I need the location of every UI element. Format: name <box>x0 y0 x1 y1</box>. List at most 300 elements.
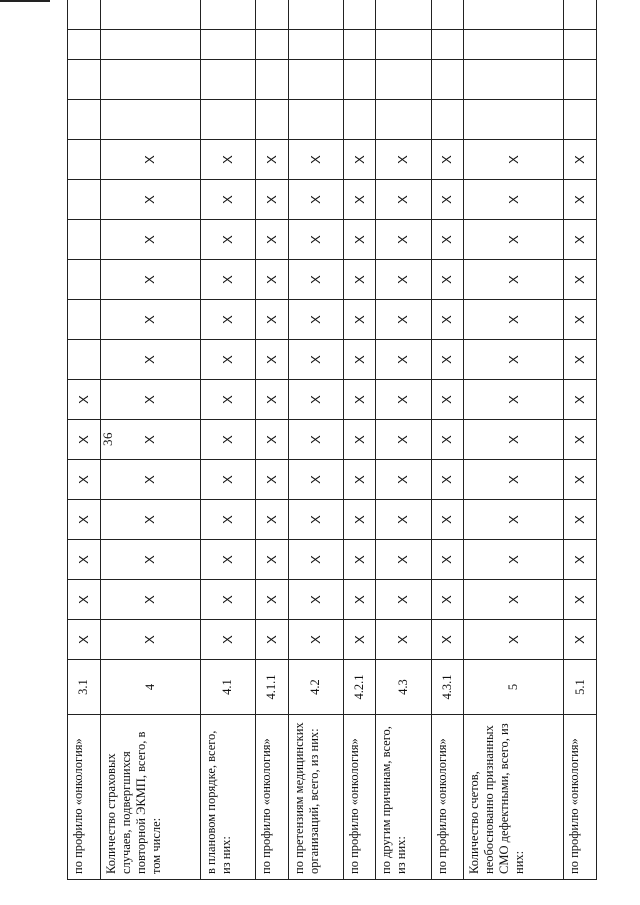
table-cell <box>464 260 564 300</box>
cell-value: X <box>263 595 279 604</box>
table-cell <box>100 500 200 540</box>
cell-value: X <box>505 315 521 324</box>
table-row <box>100 0 200 880</box>
table-cell <box>376 340 431 380</box>
cell-value: X <box>395 515 411 524</box>
row-label: по другим причинам, всего, из них: <box>376 715 431 880</box>
table-cell <box>376 300 431 340</box>
row-label: по профилю «онкология» <box>343 715 376 880</box>
table-cell <box>431 220 464 260</box>
cell-value: X <box>263 435 279 444</box>
table-cell <box>464 220 564 260</box>
table-cell <box>288 60 343 100</box>
cell-value: X <box>219 235 235 244</box>
cell-value: X <box>351 315 367 324</box>
row-code: 4.1 <box>200 660 255 715</box>
cell-value: X <box>142 355 158 364</box>
table-cell <box>564 300 597 340</box>
cell-value: X <box>307 595 323 604</box>
cell-value: X <box>572 315 588 324</box>
table-cell <box>100 220 200 260</box>
table-cell <box>200 180 255 220</box>
row-label: Количество страховых случаев, подвергшихся повторной ЭКМП, всего, в том числе: <box>100 715 200 880</box>
table-cell <box>288 580 343 620</box>
cell-value: X <box>75 395 91 404</box>
table-cell <box>100 30 200 60</box>
cell-value: X <box>439 195 455 204</box>
cell-value: X <box>263 555 279 564</box>
row-label: по профилю «онкология» <box>68 715 101 880</box>
cell-value: X <box>263 355 279 364</box>
table-cell <box>564 540 597 580</box>
cell-value: X <box>439 395 455 404</box>
table-row <box>564 0 597 880</box>
table-cell <box>564 420 597 460</box>
table-cell <box>376 180 431 220</box>
cell-value: X <box>307 395 323 404</box>
cell-value: X <box>572 555 588 564</box>
table-cell <box>255 30 288 60</box>
table-cell <box>200 100 255 140</box>
table-cell <box>376 30 431 60</box>
cell-value: X <box>219 595 235 604</box>
table-cell <box>200 30 255 60</box>
cell-value: X <box>572 435 588 444</box>
row-code: 4.2 <box>288 660 343 715</box>
cell-value: X <box>572 275 588 284</box>
cell-value: X <box>307 635 323 644</box>
row-label: по профилю «онкология» <box>255 715 288 880</box>
table-cell <box>68 60 101 100</box>
cell-value: X <box>263 395 279 404</box>
cell-value: X <box>439 275 455 284</box>
top-rule <box>0 0 50 2</box>
table-cell <box>255 580 288 620</box>
row-label: в плановом порядке, всего, из них: <box>200 715 255 880</box>
cell-value: X <box>505 635 521 644</box>
table-cell <box>68 340 101 380</box>
table-cell <box>431 0 464 30</box>
cell-value: X <box>307 315 323 324</box>
table-cell <box>200 0 255 30</box>
table-cell <box>255 340 288 380</box>
cell-value: X <box>505 195 521 204</box>
table-cell <box>564 620 597 660</box>
table-cell <box>68 380 101 420</box>
table-cell <box>343 540 376 580</box>
table-cell <box>431 340 464 380</box>
table-cell <box>431 100 464 140</box>
table-cell <box>431 260 464 300</box>
cell-value: X <box>395 435 411 444</box>
table-cell <box>200 300 255 340</box>
table-cell <box>288 30 343 60</box>
cell-value: X <box>75 635 91 644</box>
table-cell <box>288 180 343 220</box>
table-cell <box>200 380 255 420</box>
table-cell <box>464 420 564 460</box>
table-row <box>343 0 376 880</box>
table-cell <box>431 620 464 660</box>
cell-value: X <box>75 515 91 524</box>
cell-value: X <box>219 155 235 164</box>
cell-value: X <box>219 315 235 324</box>
cell-value: X <box>142 635 158 644</box>
table-cell <box>464 140 564 180</box>
table-cell <box>100 180 200 220</box>
cell-value: X <box>395 555 411 564</box>
table-cell <box>343 220 376 260</box>
table-cell <box>376 500 431 540</box>
table-cell <box>343 380 376 420</box>
table-cell <box>376 420 431 460</box>
table-cell <box>68 540 101 580</box>
table-cell <box>100 260 200 300</box>
table-cell <box>464 620 564 660</box>
cell-value: X <box>439 235 455 244</box>
cell-value: X <box>75 555 91 564</box>
cell-value: X <box>439 595 455 604</box>
table-cell <box>68 180 101 220</box>
cell-value: X <box>142 595 158 604</box>
table-cell <box>431 140 464 180</box>
cell-value: X <box>263 315 279 324</box>
table-row <box>288 0 343 880</box>
table-cell <box>343 500 376 540</box>
cell-value: X <box>307 435 323 444</box>
cell-value: X <box>307 475 323 484</box>
table-cell <box>100 540 200 580</box>
cell-value: X <box>307 155 323 164</box>
table-cell <box>564 580 597 620</box>
table-cell <box>68 30 101 60</box>
table-cell <box>68 220 101 260</box>
table-cell <box>376 380 431 420</box>
table-cell <box>255 380 288 420</box>
cell-value: X <box>351 235 367 244</box>
table-cell <box>464 380 564 420</box>
row-label: по претензиям медицинских организаций, всего, из них: <box>288 715 343 880</box>
cell-value: X <box>395 235 411 244</box>
row-label: Количество счетов, необоснованно признанных СМО дефектными, всего, из них: <box>464 715 564 880</box>
table-cell <box>255 140 288 180</box>
table-cell <box>376 540 431 580</box>
table-cell <box>255 300 288 340</box>
table-cell <box>68 140 101 180</box>
table-cell <box>431 30 464 60</box>
table-cell <box>288 300 343 340</box>
table-cell <box>255 180 288 220</box>
table-cell <box>564 0 597 30</box>
cell-value: X <box>572 515 588 524</box>
table-cell <box>343 620 376 660</box>
cell-value: X <box>395 275 411 284</box>
cell-value: X <box>75 475 91 484</box>
table-cell <box>100 580 200 620</box>
cell-value: X <box>307 555 323 564</box>
table-cell <box>376 60 431 100</box>
table-cell <box>464 500 564 540</box>
table-cell <box>100 60 200 100</box>
table-cell <box>200 220 255 260</box>
table-cell <box>255 0 288 30</box>
cell-value: X <box>439 515 455 524</box>
cell-value: X <box>142 395 158 404</box>
table-cell <box>200 460 255 500</box>
table-cell <box>100 340 200 380</box>
table-cell <box>200 540 255 580</box>
table-cell <box>68 500 101 540</box>
table-cell <box>255 100 288 140</box>
table-cell <box>376 100 431 140</box>
table-cell <box>288 620 343 660</box>
cell-value: X <box>439 475 455 484</box>
table-cell <box>100 100 200 140</box>
table-cell <box>255 60 288 100</box>
cell-value: X <box>395 155 411 164</box>
table-cell <box>255 260 288 300</box>
table-row <box>255 0 288 880</box>
table-cell <box>255 220 288 260</box>
cell-value: X <box>351 355 367 364</box>
cell-value: X <box>142 235 158 244</box>
cell-value: X <box>307 235 323 244</box>
page-number: 36 <box>100 432 115 446</box>
table-cell <box>564 100 597 140</box>
table-cell <box>464 340 564 380</box>
cell-value: X <box>219 355 235 364</box>
table-row <box>431 0 464 880</box>
table-cell <box>255 460 288 500</box>
table-cell <box>464 180 564 220</box>
table-cell <box>376 260 431 300</box>
table-cell <box>343 420 376 460</box>
cell-value: X <box>219 515 235 524</box>
cell-value: X <box>307 275 323 284</box>
table-cell <box>68 460 101 500</box>
table-cell <box>431 180 464 220</box>
cell-value: X <box>75 435 91 444</box>
table-cell <box>100 140 200 180</box>
cell-value: X <box>572 595 588 604</box>
table-cell <box>288 220 343 260</box>
row-code: 4 <box>100 660 200 715</box>
cell-value: X <box>263 195 279 204</box>
cell-value: X <box>572 395 588 404</box>
table-cell <box>100 0 200 30</box>
table-cell <box>200 580 255 620</box>
table-cell <box>343 340 376 380</box>
table-cell <box>431 380 464 420</box>
table-cell <box>464 460 564 500</box>
table-cell <box>564 30 597 60</box>
cell-value: X <box>572 235 588 244</box>
cell-value: X <box>351 275 367 284</box>
table-cell <box>343 260 376 300</box>
table-cell <box>564 340 597 380</box>
table-cell <box>343 100 376 140</box>
table-cell <box>431 500 464 540</box>
table-cell <box>464 60 564 100</box>
table-cell <box>200 60 255 100</box>
cell-value: X <box>263 275 279 284</box>
table-cell <box>431 300 464 340</box>
table-cell <box>343 140 376 180</box>
table-cell <box>564 500 597 540</box>
table-cell <box>68 300 101 340</box>
table-cell <box>288 460 343 500</box>
cell-value: X <box>219 555 235 564</box>
table-cell <box>464 300 564 340</box>
cell-value: X <box>395 395 411 404</box>
cell-value: X <box>505 595 521 604</box>
cell-value: X <box>505 395 521 404</box>
cell-value: X <box>439 435 455 444</box>
table-cell <box>431 460 464 500</box>
row-code: 3.1 <box>68 660 101 715</box>
table-cell <box>200 340 255 380</box>
cell-value: X <box>505 555 521 564</box>
cell-value: X <box>219 275 235 284</box>
cell-value: X <box>572 475 588 484</box>
table-cell <box>343 30 376 60</box>
table-cell <box>464 540 564 580</box>
cell-value: X <box>351 395 367 404</box>
table-cell <box>100 380 200 420</box>
cell-value: X <box>395 355 411 364</box>
cell-value: X <box>263 155 279 164</box>
cell-value: X <box>505 235 521 244</box>
cell-value: X <box>219 635 235 644</box>
table-cell <box>343 300 376 340</box>
cell-value: X <box>395 475 411 484</box>
cell-value: X <box>351 635 367 644</box>
table-cell <box>288 140 343 180</box>
table-cell <box>564 60 597 100</box>
table-cell <box>343 580 376 620</box>
table-cell <box>564 460 597 500</box>
table-cell <box>288 380 343 420</box>
table-cell <box>288 100 343 140</box>
cell-value: X <box>219 195 235 204</box>
cell-value: X <box>351 555 367 564</box>
table-cell <box>200 500 255 540</box>
cell-value: X <box>219 475 235 484</box>
data-table <box>67 0 597 880</box>
cell-value: X <box>505 155 521 164</box>
row-code: 4.3.1 <box>431 660 464 715</box>
table-cell <box>255 500 288 540</box>
table-cell <box>288 340 343 380</box>
table-cell <box>376 140 431 180</box>
table-cell <box>431 580 464 620</box>
cell-value: X <box>505 515 521 524</box>
cell-value: X <box>263 235 279 244</box>
cell-value: X <box>75 595 91 604</box>
cell-value: X <box>395 595 411 604</box>
cell-value: X <box>351 195 367 204</box>
table-cell <box>564 220 597 260</box>
cell-value: X <box>219 395 235 404</box>
cell-value: X <box>351 475 367 484</box>
table-cell <box>200 260 255 300</box>
cell-value: X <box>439 635 455 644</box>
table-cell <box>100 420 200 460</box>
table-row <box>376 0 431 880</box>
table-cell <box>376 220 431 260</box>
table-cell <box>343 60 376 100</box>
cell-value: X <box>505 355 521 364</box>
table-cell <box>255 620 288 660</box>
row-label: по профилю «онкология» <box>564 715 597 880</box>
cell-value: X <box>263 515 279 524</box>
table-cell <box>431 60 464 100</box>
cell-value: X <box>351 435 367 444</box>
table-cell <box>288 540 343 580</box>
cell-value: X <box>142 275 158 284</box>
table-row <box>68 0 101 880</box>
table-cell <box>68 260 101 300</box>
table-cell <box>343 460 376 500</box>
cell-value: X <box>439 155 455 164</box>
table-cell <box>376 620 431 660</box>
cell-value: X <box>307 515 323 524</box>
cell-value: X <box>439 355 455 364</box>
table-cell <box>100 300 200 340</box>
table-cell <box>376 460 431 500</box>
cell-value: X <box>439 315 455 324</box>
table-cell <box>68 0 101 30</box>
cell-value: X <box>395 195 411 204</box>
table-cell <box>200 420 255 460</box>
table-cell <box>464 0 564 30</box>
table-cell <box>343 0 376 30</box>
row-code: 4.2.1 <box>343 660 376 715</box>
table-cell <box>288 420 343 460</box>
cell-value: X <box>572 155 588 164</box>
table-cell <box>564 260 597 300</box>
cell-value: X <box>142 195 158 204</box>
table-cell <box>68 420 101 460</box>
cell-value: X <box>307 355 323 364</box>
table-cell <box>100 620 200 660</box>
cell-value: X <box>263 635 279 644</box>
cell-value: X <box>351 595 367 604</box>
cell-value: X <box>307 195 323 204</box>
table-cell <box>288 260 343 300</box>
table-cell <box>255 540 288 580</box>
cell-value: X <box>572 195 588 204</box>
cell-value: X <box>572 355 588 364</box>
table-row <box>200 0 255 880</box>
cell-value: X <box>142 515 158 524</box>
cell-value: X <box>439 555 455 564</box>
cell-value: X <box>142 555 158 564</box>
table-cell <box>288 0 343 30</box>
table-cell <box>564 380 597 420</box>
cell-value: X <box>351 155 367 164</box>
table-cell <box>200 140 255 180</box>
cell-value: X <box>142 315 158 324</box>
table-cell <box>100 460 200 500</box>
table-cell <box>68 620 101 660</box>
table-cell <box>431 540 464 580</box>
cell-value: X <box>142 155 158 164</box>
table-cell <box>376 0 431 30</box>
table-cell <box>464 580 564 620</box>
table-cell <box>255 420 288 460</box>
cell-value: X <box>351 515 367 524</box>
